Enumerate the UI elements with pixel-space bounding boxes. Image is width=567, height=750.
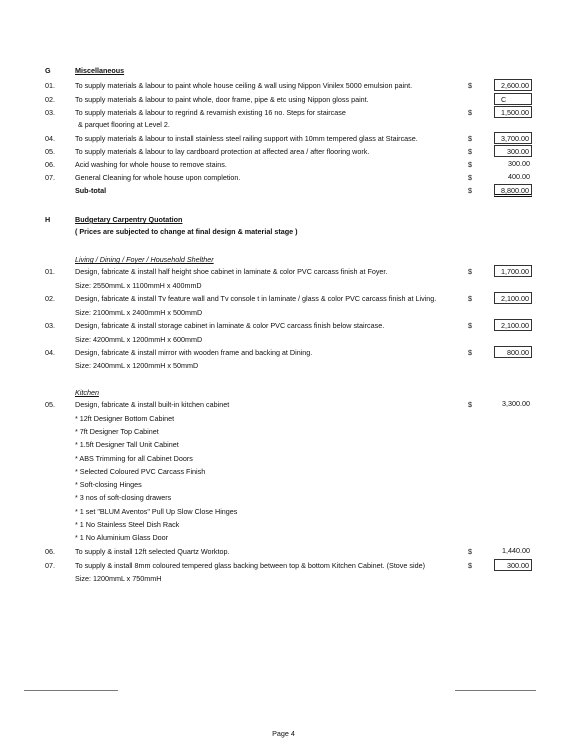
item-size-text: Size: 2550mmL x 1100mmH x 400mmD <box>75 281 202 290</box>
section-h-subtitle <box>0 225 567 238</box>
item-size <box>0 359 567 372</box>
section-title: Miscellaneous <box>75 66 125 75</box>
item-number: 06. <box>45 160 55 169</box>
item-number: 04. <box>45 134 55 143</box>
item-description: To supply materials & labour to install stainless steel railing support with 10mm tempered glass at Staircase. <box>75 134 418 143</box>
kitchen-bullet <box>0 465 567 478</box>
currency-symbol: $ <box>468 147 472 156</box>
currency-symbol: $ <box>468 321 472 330</box>
item-description: To supply & install 8mm coloured tempered glass backing between top & bottom Kitchen Cabinet. (Stove side) <box>75 561 425 570</box>
item-description: To supply & install 12ft selected Quartz Worktop. <box>75 547 230 556</box>
item-size <box>0 306 567 319</box>
item-size <box>0 279 567 292</box>
item-size-text: Size: 2100mmL x 2400mmH x 500mmD <box>75 308 203 317</box>
line-item <box>0 79 567 92</box>
section-letter: G <box>45 66 51 75</box>
subsection-title: Living / Dining / Foyer / Household Shelther <box>75 255 214 264</box>
bullet-text: * Soft-closing Hinges <box>75 480 142 489</box>
item-amount: 800.00 <box>494 346 532 358</box>
section-title: Budgetary Carpentry Quotation <box>75 215 183 224</box>
item-amount: 3,700.00 <box>494 132 532 144</box>
kitchen-bullet <box>0 491 567 504</box>
kitchen-bullet <box>0 425 567 438</box>
item-amount: 1,500.00 <box>494 106 532 118</box>
kitchen-bullet <box>0 505 567 518</box>
item-amount: 2,100.00 <box>494 292 532 304</box>
item-number: 05. <box>45 147 55 156</box>
item-amount: 400.00 <box>508 172 530 181</box>
item-size-text: Size: 1200mmL x 750mmH <box>75 574 162 583</box>
item-number: 05. <box>45 400 55 409</box>
item-description: Design, fabricate & install Tv feature wall and Tv console t in laminate / glass & color PVC carcass finish at Living. <box>75 294 437 303</box>
line-item <box>0 319 567 332</box>
line-item <box>0 145 567 158</box>
line-item <box>0 265 567 278</box>
line-item <box>0 158 567 171</box>
item-description: To supply materials & labour to regrind & revarnish existing 16 no. Steps for staircase <box>75 108 346 117</box>
subsection-title: Kitchen <box>75 388 99 397</box>
kitchen-bullet <box>0 478 567 491</box>
line-item-continuation <box>0 118 567 131</box>
item-number: 02. <box>45 95 55 104</box>
bullet-text: * 12ft Designer Bottom Cabinet <box>75 414 175 423</box>
currency-symbol: $ <box>468 561 472 570</box>
item-description: Design, fabricate & install storage cabinet in laminate & color PVC carcass finish below staircase. <box>75 321 385 330</box>
item-number: 01. <box>45 81 55 90</box>
bullet-text: * Selected Coloured PVC Carcass Finish <box>75 467 206 476</box>
item-size <box>0 572 567 585</box>
signature-line-right <box>455 690 536 691</box>
bullet-text: * 1 No Aluminium Glass Door <box>75 533 169 542</box>
line-item <box>0 132 567 145</box>
currency-symbol: $ <box>468 186 472 195</box>
currency-symbol: $ <box>468 400 472 409</box>
page-number: Page 4 <box>272 729 295 738</box>
item-description: Design, fabricate & install built-in kitchen cabinet <box>75 400 230 409</box>
item-amount: 300.00 <box>494 145 532 157</box>
item-description: To supply materials & labour to lay cardboard protection at affected area / after flooring work. <box>75 147 370 156</box>
bullet-text: * 1 No Stainless Steel Dish Rack <box>75 520 180 529</box>
subtotal-amount: 8,800.00 <box>494 184 532 197</box>
currency-symbol: $ <box>468 348 472 357</box>
item-description: General Cleaning for whole house upon completion. <box>75 173 241 182</box>
item-amount: 1,440.00 <box>502 546 530 555</box>
item-amount: C <box>494 93 532 105</box>
item-number: 07. <box>45 561 55 570</box>
kitchen-bullet <box>0 518 567 531</box>
kitchen-bullet <box>0 531 567 544</box>
line-item <box>0 559 567 572</box>
line-item <box>0 171 567 184</box>
bullet-text: * 3 nos of soft-closing drawers <box>75 493 172 502</box>
line-item <box>0 398 567 411</box>
currency-symbol: $ <box>468 173 472 182</box>
item-number: 06. <box>45 547 55 556</box>
currency-symbol: $ <box>468 547 472 556</box>
item-number: 03. <box>45 321 55 330</box>
line-item <box>0 292 567 305</box>
line-item <box>0 545 567 558</box>
item-size-text: Size: 2400mmL x 1200mmH x 50mmD <box>75 361 199 370</box>
item-number: 04. <box>45 348 55 357</box>
signature-line-left <box>24 690 118 691</box>
item-description-cont: & parquet flooring at Level 2. <box>78 120 170 129</box>
currency-symbol: $ <box>468 160 472 169</box>
subtotal-label: Sub-total <box>75 186 107 195</box>
item-description: Design, fabricate & install mirror with wooden frame and backing at Dining. <box>75 348 313 357</box>
currency-symbol: $ <box>468 134 472 143</box>
bullet-text: * 7ft Designer Top Cabinet <box>75 427 159 436</box>
currency-symbol: $ <box>468 267 472 276</box>
currency-symbol: $ <box>468 81 472 90</box>
currency-symbol: $ <box>468 108 472 117</box>
item-amount: 300.00 <box>494 559 532 571</box>
line-item <box>0 93 567 106</box>
item-description: To supply materials & labour to paint whole house ceiling & wall using Nippon Vinilex 5000 emulsion paint. <box>75 81 413 90</box>
section-letter: H <box>45 215 51 224</box>
currency-symbol: $ <box>468 294 472 303</box>
item-size-text: Size: 4200mmL x 1200mmH x 600mmD <box>75 335 203 344</box>
item-description: To supply materials & labour to paint whole, door frame, pipe & etc using Nippon gloss paint. <box>75 95 369 104</box>
kitchen-bullet <box>0 452 567 465</box>
subtotal-row <box>0 184 567 197</box>
item-amount: 2,100.00 <box>494 319 532 331</box>
section-subtitle: ( Prices are subjected to change at final design & material stage ) <box>75 227 298 236</box>
item-amount: 300.00 <box>508 159 530 168</box>
item-number: 01. <box>45 267 55 276</box>
item-number: 02. <box>45 294 55 303</box>
item-amount: 1,700.00 <box>494 265 532 277</box>
kitchen-bullet <box>0 438 567 451</box>
item-number: 03. <box>45 108 55 117</box>
bullet-text: * 1.5ft Designer Tall Unit Cabinet <box>75 440 179 449</box>
item-description: Acid washing for whole house to remove stains. <box>75 160 227 169</box>
item-amount: 3,300.00 <box>502 399 530 408</box>
item-description: Design, fabricate & install half height shoe cabinet in laminate & color PVC carcass finish at Foyer. <box>75 267 388 276</box>
bullet-text: * ABS Trimming for all Cabinet Doors <box>75 454 193 463</box>
section-g-header <box>0 64 567 77</box>
bullet-text: * 1 set "BLUM Aventos" Pull Up Slow Close Hinges <box>75 507 238 516</box>
line-item <box>0 346 567 359</box>
item-amount: 2,600.00 <box>494 79 532 91</box>
item-size <box>0 333 567 346</box>
item-number: 07. <box>45 173 55 182</box>
kitchen-bullet <box>0 412 567 425</box>
